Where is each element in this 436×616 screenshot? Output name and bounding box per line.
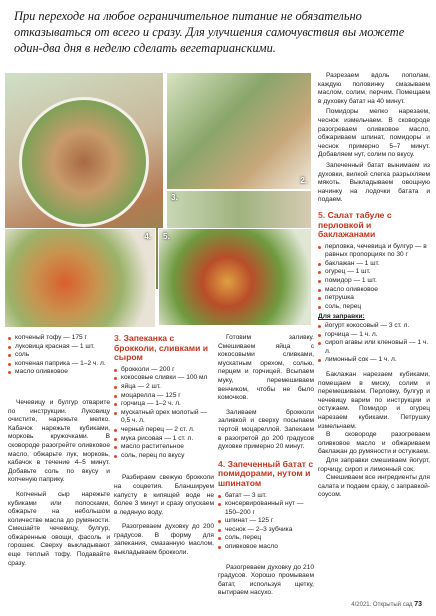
column-1: [8, 334, 110, 568]
photo-number: 3.: [171, 193, 178, 202]
paragraph: Чечевицу и булгур отварите по инструкции. Луковицу очистите, нарежьте мелко. Кабачок нарежьте кубиками, морковь кружочками. В сковороде разогрейте оливковое масло, обжарьте лук, морковь, кабачок в течение 4–5 минут. Добавьте соль по вкусу и копченую паприку.: [8, 398, 110, 484]
issue-label: 4/2021. Открытый сад: [351, 602, 413, 608]
paragraph: Баклажан нарезаем кубиками, помещаем в миску, солим и перемешиваем. Перловку, булгур и чечевицу варим по инструкции и остужаем. Помидор и огурец нарезаем кубиками. Петрушку измельчаем.: [318, 371, 430, 430]
ingredient-item: помидор — 1 шт.: [318, 277, 430, 286]
paragraph: Разогреваем духовку до 210 градусов. Хорошо промываем батат, используя щетку, вытираем насухо.: [218, 563, 314, 597]
ingredient-item: соль, перец: [218, 534, 314, 543]
ingredient-item: моцарелла — 125 г: [114, 392, 214, 401]
ingredient-list: [318, 243, 430, 312]
paragraph: Запеченный батат вынимаем из духовки, вилкой слегка разрыхляем мякоть. Выкладываем овощную начинку на лодочки батата и подаем.: [318, 161, 430, 204]
ingredient-item: копченая паприка — 1–2 ч. л.: [8, 360, 110, 369]
ingredient-item: консервированный нут — 150–200 г: [218, 500, 314, 517]
recipe-title: [318, 211, 430, 240]
paragraph: Разбираем свежую брокколи на соцветия. Бланшируем капусту в кипящей воде не более 3 минут и сразу опускаем в ледяную воду.: [114, 474, 214, 516]
paragraph: Смешиваем все ингредиенты для салата и подаем сразу, с заправкой-соусом.: [318, 474, 430, 499]
dressing-label: Для заправки:: [318, 313, 365, 321]
ingredient-item: масло растительное: [114, 443, 214, 452]
column-2: [114, 332, 214, 558]
ingredient-item: черный перец — 2 ст. л.: [114, 426, 214, 435]
photo-number: 2.: [300, 176, 307, 185]
ingredient-item: луковица красная — 1 шт.: [8, 343, 110, 352]
ingredient-item: баклажан — 1 шт.: [318, 260, 430, 269]
dressing-list: [318, 322, 430, 365]
column-4: [318, 72, 430, 500]
ingredient-item: петрушка: [318, 294, 430, 303]
ingredient-item: чеснок — 2–3 зубчика: [218, 526, 314, 535]
ingredient-item: йогурт кокосовый — 3 ст. л.: [318, 322, 430, 331]
photo-broccoli-casserole-detail: [166, 190, 312, 230]
ingredient-item: батат — 3 шт.: [218, 492, 314, 501]
ingredient-item: шпинат — 125 г: [218, 517, 314, 526]
paragraph: Для заправки смешиваем йогурт, горчицу, сироп и лимонный сок.: [318, 456, 430, 473]
ingredient-list: [8, 334, 110, 377]
ingredient-list: [114, 366, 214, 461]
ingredient-item: горчица — 1 ч. л.: [318, 331, 430, 340]
ingredient-item: яйца — 2 шт.: [114, 383, 214, 392]
photo-sweet-potato: [4, 228, 156, 328]
paragraph: Заливаем брокколи заливкой и сверху посыпаем тертой моцареллой. Запекаем в разогретой до 200 градусов духовке примерно 20 минут.: [218, 408, 314, 451]
ingredient-item: мускатный орех молотый — 0,5 ч. л.: [114, 409, 214, 426]
paragraph: Разрезаем вдоль пополам, каждую половинку смазываем маслом, солим, перчим. Помещаем в духовку батат на 40 минут.: [318, 72, 430, 105]
recipe-title: [114, 334, 214, 363]
ingredient-item: соль: [8, 351, 110, 360]
ingredient-item: масло оливковое: [8, 368, 110, 377]
ingredient-item: соль, перец: [318, 303, 430, 312]
column-3: [218, 334, 314, 598]
recipe-title: [218, 460, 314, 489]
ingredient-item: сироп агавы или кленовый — 1 ч. л.: [318, 339, 430, 356]
recipe-title-text: Запеканка с брокколи, сливками и сыром: [114, 333, 209, 363]
paragraph: Готовим заливку. Смешиваем яйца с кокосовыми сливками, мускатным орехом, солью, перцем и горчицей. Всыпаем муку, перемешиваем венчиком, чтобы не было комочков.: [218, 334, 314, 402]
photo-number: 5.: [163, 232, 170, 241]
recipe-number: 5.: [318, 209, 326, 220]
ingredient-item: кокосовые сливки — 100 мл: [114, 374, 214, 383]
paragraph: Помидоры мелко нарезаем, чеснок измельчаем. В сковороде разогреваем оливковое масло, обжариваем шпинат, помидоры и чеснок примерно 5–7 минут. Добавляем нут, солим по вкусу.: [318, 108, 430, 159]
ingredient-item: горчица — 1–2 ч. л.: [114, 400, 214, 409]
ingredient-item: перловка, чечевица и булгур — в равных пропорциях по 30 г: [318, 243, 430, 260]
paragraph: Разогреваем духовку до 200 градусов. В форму для запекания, смазанную маслом, выкладываем брокколи.: [114, 523, 214, 557]
recipe-title-text: Салат табуле с перловкой и баклажанами: [318, 209, 392, 240]
intro-text: При переходе на любое ограничительное питание не обязательно отказываться от всего и сразу. Для улучшения самочувствия вы можете один-два дня в неделю сделать вегетарианскими.: [14, 9, 405, 55]
ingredient-item: копченый тофу — 175 г: [8, 334, 110, 343]
ingredient-item: масло оливковое: [318, 286, 430, 295]
ingredient-item: соль, перец по вкусу: [114, 452, 214, 461]
ingredient-item: мука рисовая — 1 ст. л.: [114, 435, 214, 444]
recipe-number: 3.: [114, 333, 122, 343]
plate: [19, 97, 149, 227]
ingredient-item: лимонный сок — 1 ч. л.: [318, 356, 430, 365]
paragraph: В сковороде разогреваем оливковое масло и обжариваем баклажан до румяности и остужаем.: [318, 431, 430, 456]
recipe-number: 4.: [218, 458, 226, 469]
photo-tabbouleh-salad: [158, 228, 312, 326]
page-footer: [351, 601, 422, 608]
recipe-title-text: Запеченный батат с помидорами, нутом и шпинатом: [218, 458, 314, 488]
paragraph: Копченый сыр нарежьте кубиками или полосками, обжарьте на небольшом количестве масла до румяности. Смешайте чечевицу, булгур, обжаренные овощи, фасоль и горошек. Сверху выкладывают еще теплый тофу. Подавайте сразу.: [8, 490, 110, 567]
photo-number: 4.: [144, 232, 151, 241]
ingredient-item: брокколи — 200 г: [114, 366, 214, 375]
ingredient-list: [218, 492, 314, 552]
photo-broccoli-casserole: [166, 72, 312, 190]
page-number: 73: [414, 601, 422, 608]
ingredient-item: оливковое масло: [218, 543, 314, 552]
ingredient-item: огурец — 1 шт.: [318, 268, 430, 277]
